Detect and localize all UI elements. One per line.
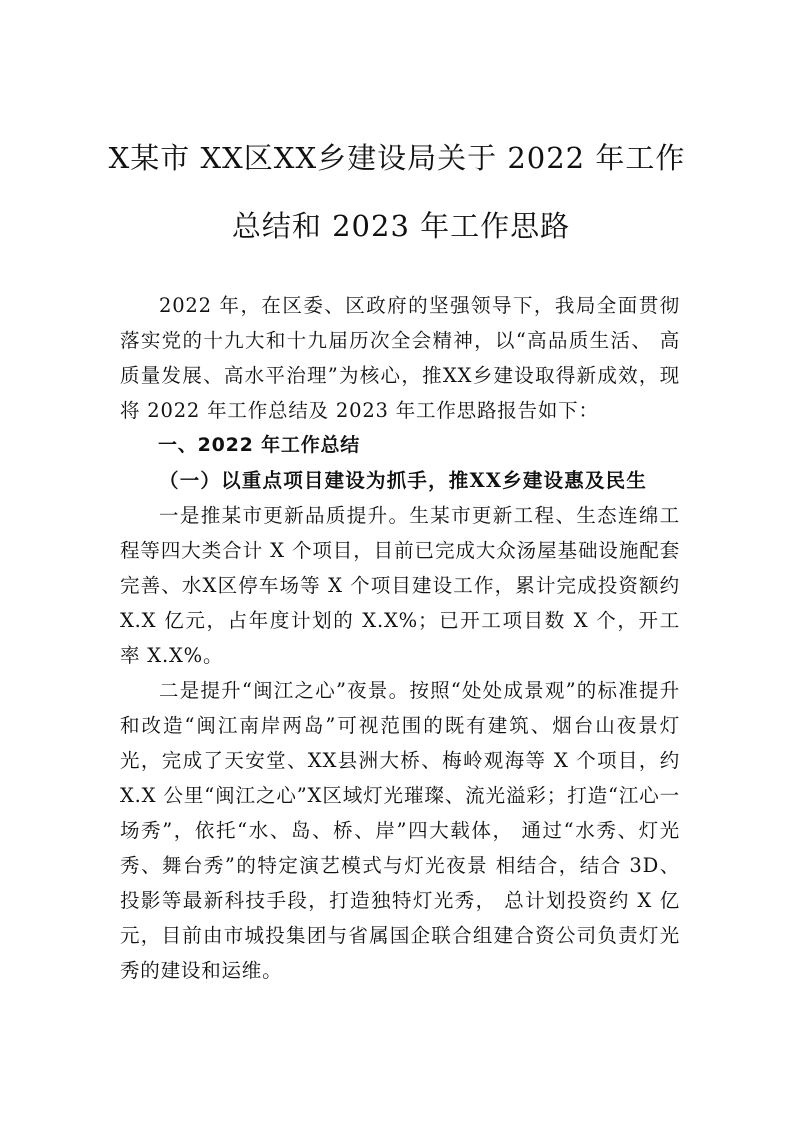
paragraph-night-scene: 二是提升“闽江之心”夜景。按照“处处成景观”的标准提升和改造“闽江南岸两岛”可视范围的既有建筑、烟台山夜景灯光，完成了天安堂、XX县洲大桥、梅岭观海等 X 个项目，约 X.X 公里“闽江之心”X区域灯光璀璨、流光溢彩；打造“江心一场秀”，依托“水、岛、桥、岸”四大载体， 通过“水秀、灯光秀、舞台秀”的特定演艺模式与灯光夜景 相结合，结合 3D、投影等最新科技手段，打造独特灯光秀， 总计划投资约 X 亿元，目前由市城投集团与省属国企联合组建合资公司负责灯光秀的建设和运维。 (120, 679, 680, 982)
subsection-heading-key-projects: （一）以重点项目建设为抓手，推XX乡建设惠及民生 (159, 469, 648, 492)
intro-paragraph: 2022 年，在区委、区政府的坚强领导下，我局全面贯彻落实党的十九大和十九届历次全会精神，以“高品质生活、 高质量发展、高水平治理”为核心，推XX乡建设取得新成效，现将 2022 年工作总结及 2023 年工作思路报告如下： (120, 294, 680, 422)
document-title-line-2: 总结和 2023 年工作思路 (231, 209, 571, 243)
section-heading-2022-summary: 一、2022 年工作总结 (158, 434, 361, 456)
document-title-line-1: X某市 XX区XX乡建设局关于 2022 年工作 (108, 141, 686, 175)
paragraph-urban-renewal: 一是推某市更新品质提升。生某市更新工程、生态连绵工程等四大类合计 X 个项目，目前已完成大众汤屋基础设施配套完善、水X区停车场等 X 个项目建设工作，累计完成投资额约 X.X 亿元，占年度计划的 X.X%；已开工项目数 X 个，开工率 X.X%。 (120, 504, 680, 667)
document-body (120, 288, 680, 988)
